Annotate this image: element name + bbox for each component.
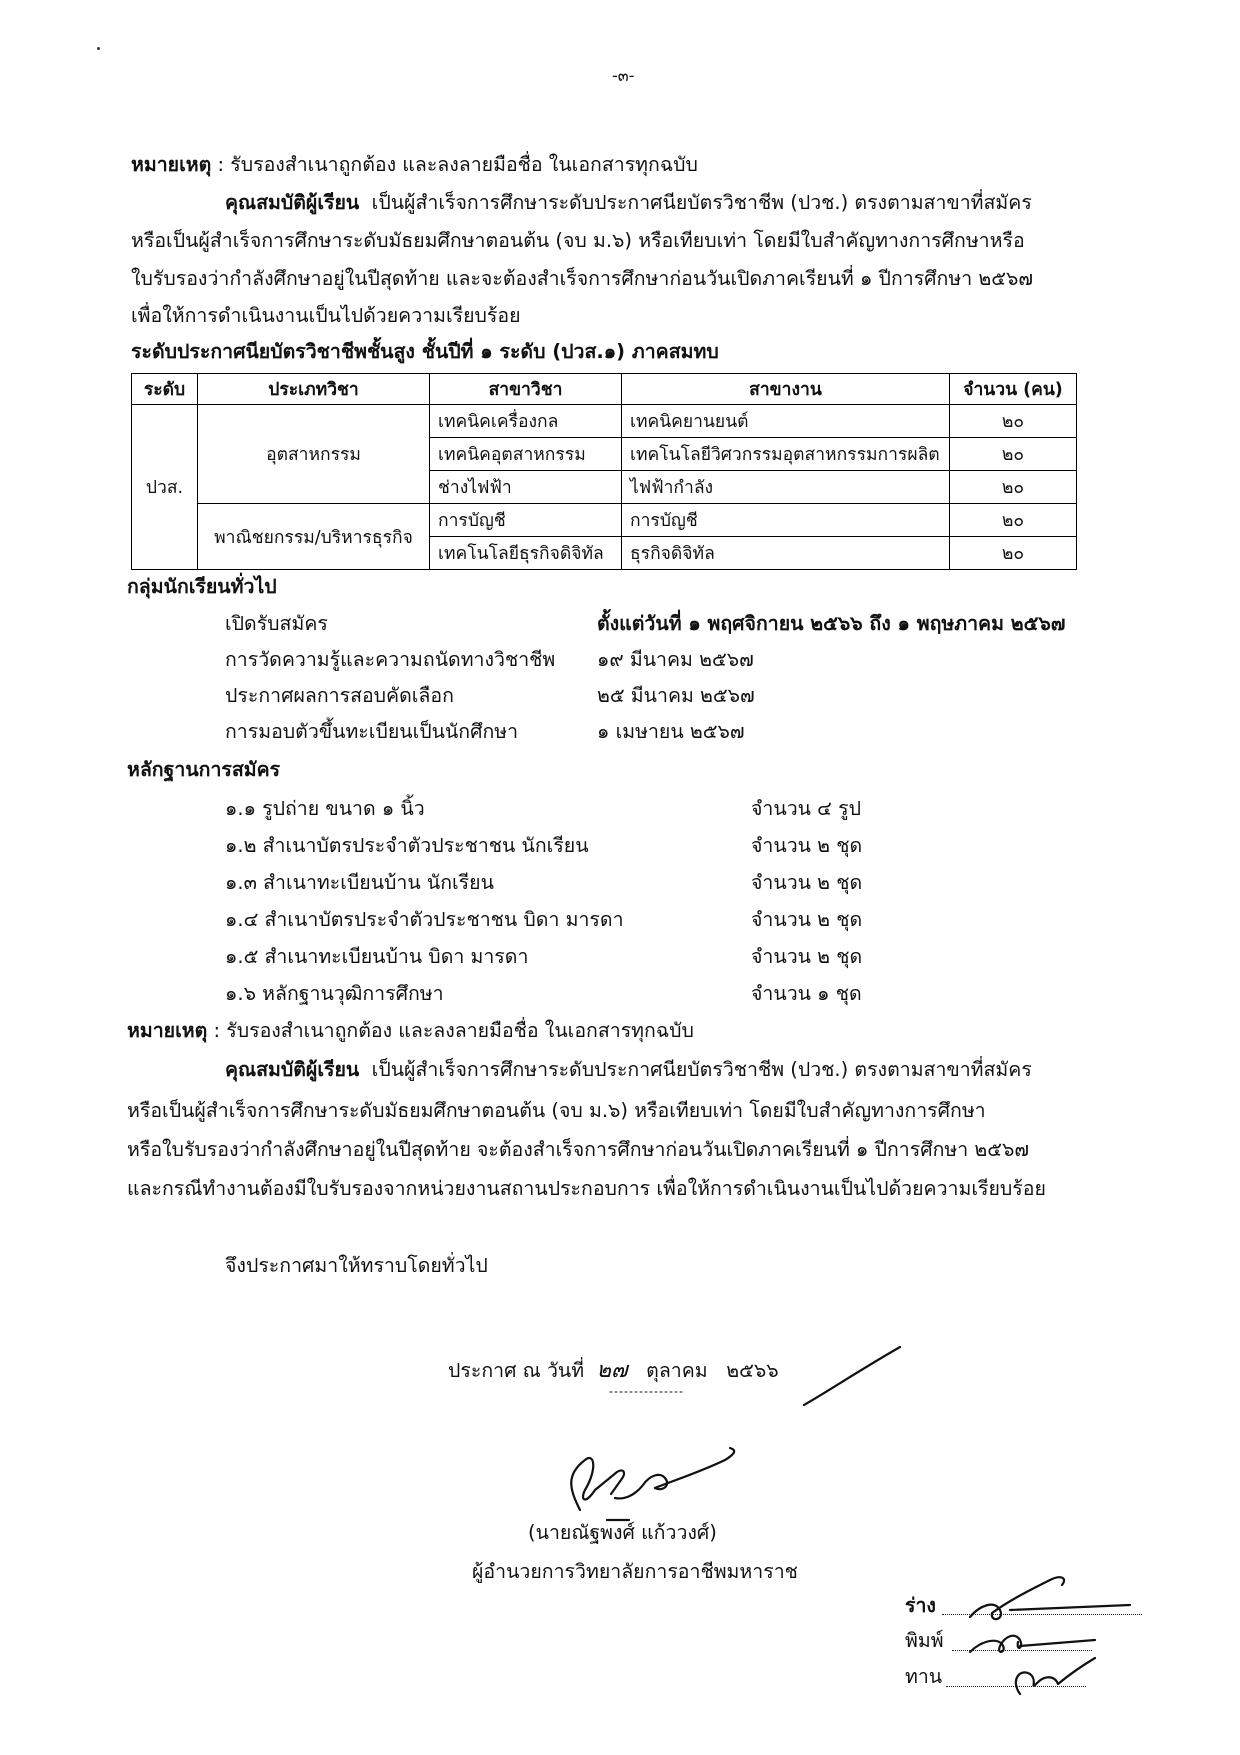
major-cell: เทคโนโลยีธุรกิจดิจิทัล: [430, 537, 622, 570]
closing-statement: จึงประกาศมาให้ทราบโดยทั่วไป: [225, 1254, 488, 1277]
count-cell: ๒๐: [950, 438, 1077, 471]
approval-checked-label: ทาน: [905, 1665, 943, 1688]
qualification-1-line-3: ใบรับรองว่ากำลังศึกษาอยู่ในปีสุดท้าย และจะต้องสำเร็จการศึกษาก่อนวันเปิดภาคเรียนที่ ๑ ปีการศึกษา ๒๕๖๗: [131, 267, 1034, 290]
evidence-qty-1: จำนวน ๔ รูป: [751, 797, 861, 820]
evidence-title: หลักฐานการสมัคร: [127, 758, 281, 781]
major-cell: การบัญชี: [430, 504, 622, 537]
table-row: [132, 405, 1077, 438]
type-industry-cell: อุตสาหกรรม: [198, 405, 430, 504]
evidence-qty-2: จำนวน ๒ ชุด: [751, 834, 863, 857]
level-cell: ปวส.: [132, 405, 198, 570]
count-cell: ๒๐: [950, 537, 1077, 570]
qualification-1-line-1: [225, 190, 1032, 216]
qualification-2-line-4: และกรณีทำงานต้องมีใบรับรองจากหน่วยงานสถานประกอบการ เพื่อให้การดำเนินงานเป็นไปด้วยความเรียบร้อย: [127, 1177, 1046, 1200]
signature-image: [525, 1420, 745, 1530]
announce-year: ๒๕๖๖: [726, 1359, 779, 1382]
general-group-title: กลุ่มนักเรียนทั่วไป: [127, 575, 277, 598]
announce-day: ๒๗: [596, 1358, 628, 1383]
evidence-item-4: ๑.๔ สำเนาบัตรประจำตัวประชาชน บิดา มารดา: [225, 908, 624, 931]
field-cell: เทคนิคยานยนต์: [622, 405, 950, 438]
note-label: หมายเหตุ: [127, 1019, 208, 1042]
count-cell: ๒๐: [950, 405, 1077, 438]
note-label: หมายเหตุ: [131, 153, 212, 176]
qualification-1-line-2: หรือเป็นผู้สำเร็จการศึกษาระดับมัธยมศึกษาตอนต้น (จบ ม.๖) หรือเทียบเท่า โดยมีใบสำคัญทางการศึกษาหรือ: [131, 229, 1025, 252]
field-cell: การบัญชี: [622, 504, 950, 537]
approval-draft-label: ร่าง: [905, 1594, 936, 1617]
major-cell: เทคนิคเครื่องกล: [430, 405, 622, 438]
announce-date: [448, 1358, 779, 1384]
qualification-text: เป็นผู้สำเร็จการศึกษาระดับประกาศนียบัตรวิชาชีพ (ปวช.) ตรงตามสาขาที่สมัคร: [371, 191, 1032, 214]
evidence-item-6: ๑.๖ หลักฐานวุฒิการศึกษา: [225, 982, 444, 1005]
field-cell: ไฟฟ้ากำลัง: [622, 471, 950, 504]
field-cell: เทคโนโลยีวิศวกรรมอุตสาหกรรมการผลิต: [622, 438, 950, 471]
table-row: [132, 504, 1077, 537]
schedule-label-3: ประกาศผลการสอบคัดเลือก: [225, 684, 454, 707]
schedule-value-4: ๑ เมษายน ๒๕๖๗: [597, 720, 745, 743]
qualification-label: คุณสมบัติผู้เรียน: [225, 191, 360, 214]
evidence-qty-5: จำนวน ๒ ชุด: [751, 945, 863, 968]
evidence-item-2: ๑.๒ สำเนาบัตรประจำตัวประชาชน นักเรียน: [225, 834, 589, 857]
note-text: : รับรองสำเนาถูกต้อง และลงลายมือชื่อ ในเอกสารทุกฉบับ: [207, 1019, 694, 1042]
date-day-underline: [608, 1386, 688, 1398]
schedule-label-2: การวัดความรู้และความถนัดทางวิชาชีพ: [225, 648, 556, 671]
initials-checked: [1000, 1650, 1120, 1700]
schedule-label-1: เปิดรับสมัคร: [225, 612, 328, 635]
schedule-value-3: ๒๕ มีนาคม ๒๕๖๗: [597, 684, 755, 707]
count-cell: ๒๐: [950, 471, 1077, 504]
qualification-label: คุณสมบัติผู้เรียน: [225, 1058, 360, 1081]
qualification-2-line-2: หรือเป็นผู้สำเร็จการศึกษาระดับมัธยมศึกษาตอนต้น (จบ ม.๖) หรือเทียบเท่า โดยมีใบสำคัญทางการศึกษา: [127, 1099, 986, 1122]
header-major: สาขาวิชา: [430, 374, 622, 405]
approval-typed-label: พิมพ์: [905, 1629, 944, 1652]
page-number: -๓-: [612, 66, 635, 85]
signer-position: ผู้อำนวยการวิทยาลัยการอาชีพมหาราช: [472, 1560, 798, 1583]
evidence-qty-4: จำนวน ๒ ชุด: [751, 908, 863, 931]
schedule-value-1: ตั้งแต่วันที่ ๑ พฤศจิกายน ๒๕๖๖ ถึง ๑ พฤษภาคม ๒๕๖๗: [597, 612, 1066, 635]
announce-month: ตุลาคม: [646, 1359, 708, 1382]
qualification-2-line-3: หรือใบรับรองว่ากำลังศึกษาอยู่ในปีสุดท้าย จะต้องสำเร็จการศึกษาก่อนวันเปิดภาคเรียนที่ ๑ ปีการศึกษา ๒๕๖๗: [127, 1138, 1030, 1161]
schedule-value-2: ๑๙ มีนาคม ๒๕๖๗: [597, 648, 754, 671]
type-business-cell: พาณิชยกรรม/บริหารธุรกิจ: [198, 504, 430, 570]
qualification-2-line-1: [225, 1057, 1032, 1083]
announce-prefix: ประกาศ ณ วันที่: [448, 1359, 585, 1382]
qualification-1-line-4: เพื่อให้การดำเนินงานเป็นไปด้วยความเรียบร้อย: [131, 304, 521, 327]
header-field: สาขางาน: [622, 374, 950, 405]
major-cell: เทคนิคอุตสาหกรรม: [430, 438, 622, 471]
count-cell: ๒๐: [950, 504, 1077, 537]
program-table: [131, 373, 1077, 570]
major-cell: ช่างไฟฟ้า: [430, 471, 622, 504]
qualification-text: เป็นผู้สำเร็จการศึกษาระดับประกาศนียบัตรวิชาชีพ (ปวช.) ตรงตามสาขาที่สมัคร: [371, 1058, 1032, 1081]
header-type: ประเภทวิชา: [198, 374, 430, 405]
evidence-item-1: ๑.๑ รูปถ่าย ขนาด ๑ นิ้ว: [225, 797, 425, 820]
field-cell: ธุรกิจดิจิทัล: [622, 537, 950, 570]
evidence-item-5: ๑.๕ สำเนาทะเบียนบ้าน บิดา มารดา: [225, 945, 529, 968]
note-2: [127, 1018, 694, 1044]
evidence-item-3: ๑.๓ สำเนาทะเบียนบ้าน นักเรียน: [225, 871, 494, 894]
header-count: จำนวน (คน): [950, 374, 1077, 405]
note-text: : รับรองสำเนาถูกต้อง และลงลายมือชื่อ ในเอกสารทุกฉบับ: [211, 153, 698, 176]
date-signature-stroke: [800, 1335, 910, 1425]
schedule-label-4: การมอบตัวขึ้นทะเบียนเป็นนักศึกษา: [225, 720, 519, 743]
evidence-qty-6: จำนวน ๑ ชุด: [751, 982, 862, 1005]
note-1: [131, 152, 698, 178]
header-level: ระดับ: [132, 374, 198, 405]
evidence-qty-3: จำนวน ๒ ชุด: [751, 871, 863, 894]
table-header-row: [132, 374, 1077, 405]
scan-dot: [97, 47, 100, 50]
section-title: ระดับประกาศนียบัตรวิชาชีพชั้นสูง ชั้นปีที่ ๑ ระดับ (ปวส.๑) ภาคสมทบ: [131, 340, 719, 363]
signer-name: (นายณัฐพงศ์ แก้ววงศ์): [528, 1521, 717, 1544]
